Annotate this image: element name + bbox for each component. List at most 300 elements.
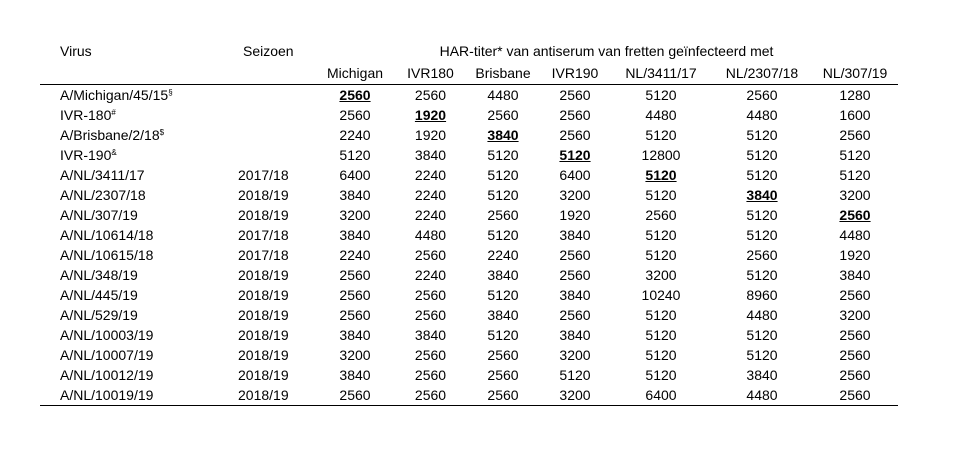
titer-cell — [315, 365, 395, 385]
titer-cell — [466, 205, 540, 225]
titer-cell — [712, 165, 812, 185]
titer-group-header: HAR-titer* van antiserum van fretten geïnfecteerd met — [439, 43, 774, 59]
header-row-title — [40, 40, 898, 62]
titer-value: 2240 — [339, 247, 371, 263]
titer-value: 2560 — [559, 247, 591, 263]
titer-value: 1280 — [839, 87, 871, 103]
titer-cell — [315, 105, 395, 125]
virus-name-cell — [40, 325, 230, 345]
titer-cell — [466, 105, 540, 125]
titer-cell — [540, 305, 610, 325]
titer-value: 3840 — [559, 227, 591, 243]
virus-name: A/NL/10012/19 — [60, 367, 154, 383]
titer-cell — [812, 385, 898, 406]
titer-cell — [540, 165, 610, 185]
table-body — [40, 85, 898, 406]
titer-value: 5120 — [487, 147, 519, 163]
titer-cell — [395, 125, 466, 145]
titer-value: 2560 — [839, 347, 871, 363]
titer-value: 6400 — [339, 167, 371, 183]
titer-value: 3840 — [559, 287, 591, 303]
titer-value: 12800 — [641, 147, 681, 163]
titer-cell — [395, 365, 466, 385]
titer-value: 5120 — [839, 167, 871, 183]
titer-cell — [315, 145, 395, 165]
titer-value: 3840 — [339, 187, 371, 203]
titer-value: 4480 — [414, 227, 447, 243]
titer-cell — [712, 345, 812, 365]
table-row — [40, 225, 898, 245]
virus-name-cell — [40, 265, 230, 285]
virus-name-cell — [40, 165, 230, 185]
season-cell: 2018/19 — [238, 347, 289, 363]
titer-cell — [712, 365, 812, 385]
titer-value: 2560 — [559, 307, 591, 323]
titer-value: 2560 — [414, 307, 447, 323]
titer-value: 2560 — [339, 387, 371, 403]
titer-cell — [812, 365, 898, 385]
titer-value: 2560 — [559, 267, 591, 283]
season-cell: 2018/19 — [238, 267, 289, 283]
titer-value: 3840 — [339, 327, 371, 343]
table-row — [40, 125, 898, 145]
titer-cell — [315, 205, 395, 225]
virus-name: A/NL/10007/19 — [60, 347, 154, 363]
titer-value: 2560 — [414, 247, 447, 263]
titer-cell — [315, 225, 395, 245]
titer-value: 3200 — [559, 187, 591, 203]
titer-cell — [540, 385, 610, 406]
table-row — [40, 345, 898, 365]
titer-value: 2560 — [487, 207, 519, 223]
titer-value: 5120 — [645, 227, 677, 243]
titer-cell — [812, 145, 898, 165]
virus-column-header: Virus — [60, 43, 92, 59]
table-row — [40, 185, 898, 205]
titer-cell — [466, 145, 540, 165]
titer-value: 5120 — [487, 227, 519, 243]
titer-cell — [466, 245, 540, 265]
virus-name: IVR-180 — [60, 107, 112, 123]
titer-cell — [540, 85, 610, 106]
season-cell: 2018/19 — [230, 385, 315, 406]
titer-value: 2560 — [414, 87, 447, 103]
virus-name-cell — [40, 385, 230, 406]
titer-cell — [395, 245, 466, 265]
titer-cell — [540, 245, 610, 265]
titer-value: 3840 — [559, 327, 591, 343]
titer-cell — [712, 245, 812, 265]
titer-cell — [540, 145, 610, 165]
titer-cell — [466, 125, 540, 145]
titer-value: 1920 — [414, 127, 447, 143]
titer-cell — [466, 325, 540, 345]
titer-cell — [712, 325, 812, 345]
virus-name: A/Brisbane/2/18 — [60, 127, 160, 143]
titer-value: 2560 — [839, 367, 871, 383]
titer-cell — [315, 305, 395, 325]
titer-cell — [610, 265, 712, 285]
titer-value: 2560 — [746, 87, 778, 103]
titer-cell — [610, 185, 712, 205]
virus-name-cell — [40, 245, 230, 265]
titer-cell — [812, 85, 898, 106]
titer-cell — [712, 265, 812, 285]
antiserum-header-nl3411: NL/3411/17 — [610, 62, 712, 85]
table-row — [40, 245, 898, 265]
titer-value: 5120 — [746, 327, 778, 343]
virus-name: A/NL/307/19 — [60, 207, 138, 223]
titer-value: 3200 — [645, 267, 677, 283]
titer-value: 2560 — [487, 107, 519, 123]
titer-value: 10240 — [641, 287, 681, 303]
titer-value: 2560 — [414, 347, 447, 363]
titer-cell — [466, 305, 540, 325]
titer-value: 5120 — [746, 267, 778, 283]
titer-cell — [315, 185, 395, 205]
season-cell: 2018/19 — [238, 207, 289, 223]
virus-name-cell — [40, 365, 230, 385]
titer-cell — [812, 165, 898, 185]
titer-value: 3840 — [339, 367, 371, 383]
homologous-titer-value: 2560 — [339, 87, 371, 103]
titer-cell — [540, 205, 610, 225]
titer-cell — [540, 365, 610, 385]
table-row — [40, 365, 898, 385]
titer-value: 5120 — [839, 147, 871, 163]
titer-cell — [610, 305, 712, 325]
homologous-titer-value: 3840 — [487, 127, 519, 143]
titer-cell — [315, 245, 395, 265]
titer-cell — [610, 245, 712, 265]
table-row — [40, 285, 898, 305]
titer-cell — [712, 105, 812, 125]
titer-cell — [812, 185, 898, 205]
table-row — [40, 325, 898, 345]
table-row — [40, 385, 898, 406]
titer-cell — [712, 225, 812, 245]
titer-cell — [315, 345, 395, 365]
titer-cell — [812, 205, 898, 225]
antiserum-header-michigan: Michigan — [315, 62, 395, 85]
titer-value: 5120 — [645, 327, 677, 343]
titer-cell — [812, 245, 898, 265]
titer-cell — [610, 165, 712, 185]
season-column-header: Seizoen — [243, 43, 294, 59]
titer-cell — [395, 305, 466, 325]
titer-cell — [812, 225, 898, 245]
titer-cell — [610, 365, 712, 385]
antiserum-header-ivr190: IVR190 — [540, 62, 610, 85]
titer-cell — [315, 265, 395, 285]
virus-name-cell — [40, 225, 230, 245]
titer-cell — [610, 225, 712, 245]
titer-value: 5120 — [645, 127, 677, 143]
titer-cell — [812, 105, 898, 125]
titer-cell — [466, 345, 540, 365]
titer-value: 5120 — [645, 187, 677, 203]
titer-cell — [395, 85, 466, 106]
virus-name-cell — [40, 185, 230, 205]
titer-cell — [712, 305, 812, 325]
titer-cell — [712, 145, 812, 165]
titer-value: 2560 — [839, 127, 871, 143]
titer-value: 2560 — [487, 387, 519, 403]
titer-value: 2560 — [414, 287, 447, 303]
virus-name-cell — [40, 145, 230, 165]
titer-cell — [812, 345, 898, 365]
homologous-titer-value: 5120 — [559, 147, 591, 163]
titer-cell — [466, 385, 540, 406]
titer-value: 2560 — [559, 107, 591, 123]
titer-value: 5120 — [645, 87, 677, 103]
titer-cell — [540, 125, 610, 145]
homologous-titer-value: 3840 — [746, 187, 778, 203]
titer-value: 4480 — [746, 107, 778, 123]
homologous-titer-value: 1920 — [414, 107, 447, 123]
virus-name-cell — [40, 85, 230, 106]
header-spacer — [40, 62, 230, 85]
titer-cell — [812, 325, 898, 345]
titer-value: 5120 — [339, 147, 371, 163]
titer-cell — [466, 165, 540, 185]
virus-name: A/NL/529/19 — [60, 307, 138, 323]
titer-cell — [395, 105, 466, 125]
titer-cell — [466, 225, 540, 245]
table-row — [40, 305, 898, 325]
titer-cell — [315, 285, 395, 305]
virus-name: A/NL/445/19 — [60, 287, 138, 303]
titer-value: 8960 — [746, 287, 778, 303]
season-cell: 2018/19 — [238, 287, 289, 303]
season-cell — [230, 105, 315, 125]
titer-cell — [610, 85, 712, 106]
virus-name-cell — [40, 105, 230, 125]
titer-cell — [395, 205, 466, 225]
titer-cell — [315, 385, 395, 406]
titer-value: 2560 — [839, 327, 871, 343]
titer-value: 1920 — [839, 247, 871, 263]
titer-value: 3840 — [339, 227, 371, 243]
virus-name: A/NL/10615/18 — [60, 247, 154, 263]
titer-cell — [395, 345, 466, 365]
virus-name-cell — [40, 205, 230, 225]
titer-value: 2240 — [414, 187, 447, 203]
titer-cell — [610, 205, 712, 225]
titer-cell — [395, 185, 466, 205]
titer-value: 4480 — [487, 87, 519, 103]
titer-cell — [395, 265, 466, 285]
titer-value: 2560 — [559, 127, 591, 143]
titer-cell — [610, 385, 712, 406]
titer-cell — [540, 265, 610, 285]
titer-cell — [395, 145, 466, 165]
titer-value: 3840 — [487, 267, 519, 283]
season-cell: 2018/19 — [238, 307, 289, 323]
titer-value: 5120 — [487, 187, 519, 203]
table-header — [40, 40, 898, 85]
titer-value: 6400 — [559, 167, 591, 183]
titer-value: 5120 — [645, 347, 677, 363]
titer-cell — [395, 325, 466, 345]
titer-cell — [712, 385, 812, 406]
table-row — [40, 85, 898, 106]
titer-value: 2560 — [339, 287, 371, 303]
titer-value: 5120 — [487, 167, 519, 183]
footnote-mark: $ — [159, 128, 165, 137]
virus-name-cell — [40, 125, 230, 145]
har-titer-table-container — [40, 40, 898, 406]
titer-value: 5120 — [645, 247, 677, 263]
antiserum-header-ivr180: IVR180 — [395, 62, 466, 85]
season-cell — [230, 145, 315, 165]
season-cell: 2017/18 — [238, 167, 289, 183]
titer-cell — [540, 225, 610, 245]
titer-cell — [540, 185, 610, 205]
titer-cell — [712, 85, 812, 106]
titer-cell — [610, 345, 712, 365]
titer-value: 5120 — [746, 147, 778, 163]
titer-value: 4480 — [746, 387, 778, 403]
titer-cell — [812, 265, 898, 285]
titer-value: 2560 — [414, 367, 447, 383]
virus-name: A/Michigan/45/15 — [60, 87, 169, 103]
titer-cell — [540, 285, 610, 305]
antiserum-header-nl307: NL/307/19 — [812, 62, 898, 85]
titer-cell — [812, 125, 898, 145]
titer-value: 3200 — [559, 387, 591, 403]
footnote-mark: & — [111, 148, 117, 157]
titer-value: 5120 — [746, 207, 778, 223]
titer-value: 5120 — [746, 347, 778, 363]
titer-value: 2240 — [414, 167, 447, 183]
titer-cell — [610, 285, 712, 305]
titer-value: 5120 — [487, 327, 519, 343]
antiserum-header-nl2307: NL/2307/18 — [712, 62, 812, 85]
titer-value: 5120 — [559, 367, 591, 383]
titer-cell — [610, 325, 712, 345]
titer-value: 3840 — [487, 307, 519, 323]
titer-value: 2240 — [339, 127, 371, 143]
titer-value: 2560 — [839, 387, 871, 403]
titer-value: 2560 — [339, 107, 371, 123]
virus-name: A/NL/10003/19 — [60, 327, 154, 343]
titer-value: 2240 — [414, 207, 447, 223]
titer-cell — [466, 85, 540, 106]
titer-cell — [315, 85, 395, 106]
virus-name: IVR-190 — [60, 147, 112, 163]
titer-cell — [315, 165, 395, 185]
virus-name-cell — [40, 345, 230, 365]
virus-name: A/NL/2307/18 — [60, 187, 146, 203]
titer-value: 1600 — [839, 107, 871, 123]
header-row-antisera — [40, 62, 898, 85]
virus-name-cell — [40, 285, 230, 305]
titer-value: 3840 — [746, 367, 778, 383]
titer-cell — [712, 205, 812, 225]
titer-value: 3840 — [839, 267, 871, 283]
titer-cell — [540, 105, 610, 125]
titer-value: 2560 — [487, 367, 519, 383]
titer-cell — [315, 325, 395, 345]
virus-name-cell — [40, 305, 230, 325]
season-cell — [230, 125, 315, 145]
titer-value: 2560 — [487, 347, 519, 363]
titer-value: 3200 — [559, 347, 591, 363]
titer-value: 3840 — [414, 147, 447, 163]
titer-value: 2240 — [414, 267, 447, 283]
titer-value: 4480 — [839, 227, 871, 243]
titer-cell — [610, 145, 712, 165]
titer-cell — [712, 285, 812, 305]
titer-value: 2560 — [746, 247, 778, 263]
titer-value: 3200 — [839, 307, 871, 323]
season-cell: 2017/18 — [238, 247, 289, 263]
titer-cell — [395, 225, 466, 245]
season-cell: 2018/19 — [238, 327, 289, 343]
season-cell: 2017/18 — [238, 227, 289, 243]
antiserum-header-brisbane: Brisbane — [466, 62, 540, 85]
titer-value: 1920 — [559, 207, 591, 223]
table-row — [40, 145, 898, 165]
titer-value: 2560 — [339, 307, 371, 323]
titer-cell — [395, 285, 466, 305]
season-cell — [230, 85, 315, 106]
titer-value: 3200 — [339, 207, 371, 223]
titer-value: 6400 — [645, 387, 677, 403]
season-cell: 2018/19 — [238, 367, 289, 383]
titer-cell — [466, 265, 540, 285]
titer-value: 2560 — [839, 287, 871, 303]
table-row — [40, 105, 898, 125]
titer-cell — [466, 185, 540, 205]
virus-name: A/NL/348/19 — [60, 267, 138, 283]
titer-value: 5120 — [746, 227, 778, 243]
homologous-titer-value: 2560 — [839, 207, 871, 223]
homologous-titer-value: 5120 — [645, 167, 677, 183]
har-titer-table — [40, 40, 898, 406]
titer-value: 3200 — [839, 187, 871, 203]
footnote-mark: § — [168, 88, 173, 97]
titer-value: 2560 — [414, 387, 447, 403]
titer-cell — [466, 285, 540, 305]
titer-cell — [812, 285, 898, 305]
titer-cell — [812, 305, 898, 325]
table-row — [40, 165, 898, 185]
titer-cell — [315, 125, 395, 145]
virus-name: A/NL/10614/18 — [60, 227, 154, 243]
titer-cell — [466, 365, 540, 385]
titer-value: 5120 — [746, 127, 778, 143]
titer-value: 3840 — [414, 327, 447, 343]
virus-name: A/NL/10019/19 — [60, 387, 154, 403]
titer-value: 5120 — [645, 367, 677, 383]
season-cell: 2018/19 — [238, 187, 289, 203]
titer-value: 2240 — [487, 247, 519, 263]
titer-cell — [712, 185, 812, 205]
titer-cell — [610, 105, 712, 125]
header-spacer — [230, 62, 315, 85]
titer-value: 2560 — [339, 267, 371, 283]
titer-value: 3200 — [339, 347, 371, 363]
titer-cell — [712, 125, 812, 145]
titer-cell — [395, 165, 466, 185]
titer-value: 5120 — [746, 167, 778, 183]
titer-value: 4480 — [746, 307, 778, 323]
titer-value: 5120 — [487, 287, 519, 303]
titer-cell — [395, 385, 466, 406]
virus-name: A/NL/3411/17 — [60, 167, 145, 183]
